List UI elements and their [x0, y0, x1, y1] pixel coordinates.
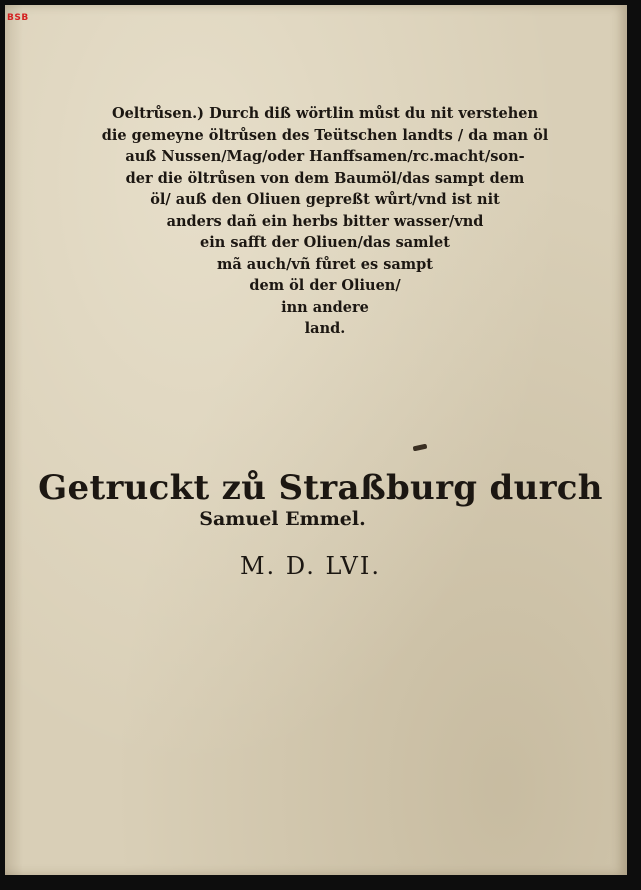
- gloss-line: ein safft der Oliuen/das samlet: [200, 234, 450, 251]
- gloss-line: inn andere: [281, 298, 369, 316]
- library-stamp: BSB: [7, 13, 29, 23]
- gloss-paragraph: [35, 103, 615, 340]
- gloss-line: land.: [304, 320, 346, 337]
- colophon-date: M. D. LVI.: [239, 552, 381, 580]
- ink-speck: [413, 444, 428, 452]
- gloss-line: auß Nussen/Mag/oder Hanffsamen/rc.macht/son-: [125, 148, 525, 165]
- gloss-line: anders dañ ein herbs bitter wasser/vnd: [166, 212, 484, 230]
- gloss-line: Oeltrůsen.) Durch diß wörtlin můst du nit verstehen: [111, 105, 539, 122]
- gloss-line: öl/ auß den Oliuen gepreßt wůrt/vnd ist nit: [150, 191, 500, 208]
- gloss-line: die gemeyne öltrůsen des Teütschen landts / da man öl: [101, 126, 549, 144]
- gloss-line: der die öltrůsen von dem Baumöl/das sampt dem: [125, 169, 525, 187]
- book-page: [5, 5, 627, 875]
- colophon-printer-name: Samuel Emmel.: [199, 508, 366, 530]
- gloss-line: mã auch/vñ fůret es sampt: [217, 255, 433, 273]
- gloss-line: dem öl der Oliuen/: [249, 277, 401, 294]
- colophon-printer-line: Getruckt zů Straßburg durch: [38, 468, 603, 508]
